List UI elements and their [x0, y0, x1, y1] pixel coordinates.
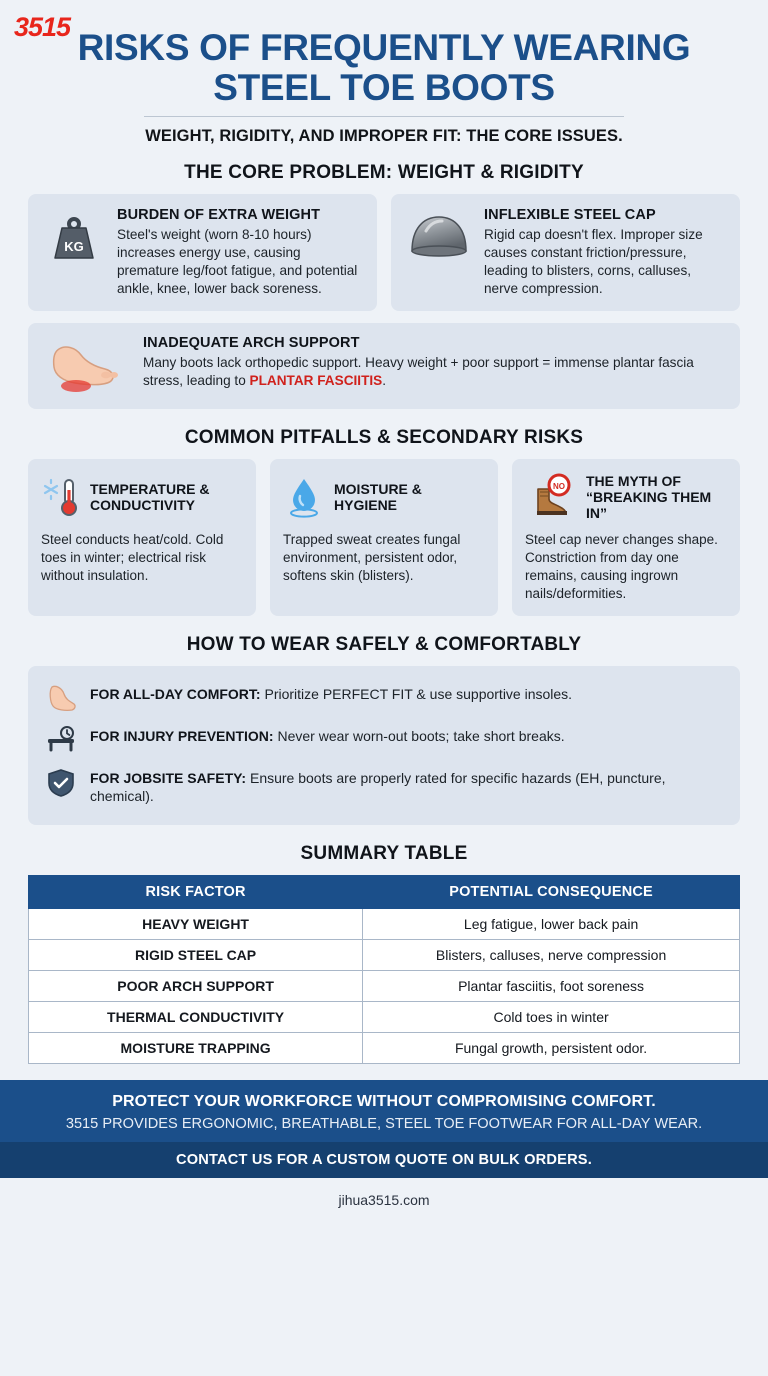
howto-text — [90, 767, 724, 807]
howto-text — [90, 725, 724, 746]
summary-section — [0, 843, 768, 1064]
howto-label: FOR INJURY PREVENTION: — [90, 727, 274, 744]
pcard-title: MOISTURE & HYGIENE — [334, 481, 422, 514]
thermometer-snowflake-icon — [41, 474, 81, 520]
card-title: INFLEXIBLE STEEL CAP — [484, 206, 656, 223]
card-text: Steel's weight (worn 8-10 hours) increases energy use, causing premature leg/foot fatigue, and potential ankle, knee, lower back soreness. — [117, 226, 358, 297]
cell-risk-factor: HEAVY WEIGHT — [29, 909, 363, 940]
card-myth-breaking-them-in — [512, 459, 740, 615]
table-row — [29, 909, 740, 940]
cell-consequence: Blisters, calluses, nerve compression — [363, 940, 740, 971]
card-burden-of-extra-weight — [28, 194, 377, 311]
core-problem-section — [0, 162, 768, 409]
pcard-text: Steel cap never changes shape. Constriction from day one remains, causing ingrown nails/deformities. — [525, 532, 718, 602]
howto-body: Ensure boots are properly rated for specific hazards (EH, puncture, chemical). — [90, 769, 666, 805]
howto-row-injury-prevention — [44, 719, 724, 761]
card-text-before: Many boots lack orthopedic support. Heavy weight + poor support = immense plantar fascia stress, leading to — [143, 355, 694, 389]
card-text — [143, 354, 725, 390]
summary-heading: SUMMARY TABLE — [300, 843, 468, 865]
footer-line-2: 3515 PROVIDES ERGONOMIC, BREATHABLE, STEEL TOE FOOTWEAR FOR ALL-DAY WEAR. — [65, 1116, 703, 1133]
card-text: Rigid cap doesn't flex. Improper size causes constant friction/pressure, leading to blisters, corns, calluses, nerve compression. — [484, 226, 703, 297]
column-header-risk-factor: RISK FACTOR — [29, 876, 363, 909]
howto-text — [90, 683, 724, 704]
shield-check-icon — [44, 767, 78, 799]
cell-consequence: Plantar fasciitis, foot soreness — [363, 971, 740, 1002]
pitfalls-section — [0, 427, 768, 615]
summary-table — [28, 875, 740, 1064]
footer-website-url[interactable]: jihua3515.com — [0, 1178, 768, 1224]
cell-risk-factor: MOISTURE TRAPPING — [29, 1033, 363, 1064]
cell-consequence: Leg fatigue, lower back pain — [363, 909, 740, 940]
pcard-title: THE MYTH OF “BREAKING THEM IN” — [586, 473, 712, 522]
page-subtitle: WEIGHT, RIGIDITY, AND IMPROPER FIT: THE CORE ISSUES. — [145, 126, 623, 145]
water-drop-icon — [283, 474, 325, 520]
foot-icon — [44, 683, 78, 713]
brand-logo: 3515 — [14, 12, 71, 42]
card-text-after: . — [382, 373, 386, 389]
foot-arch-pain-icon — [43, 335, 129, 397]
steel-cap-icon — [406, 207, 472, 265]
pcard-text: Trapped sweat creates fungal environment, persistent odor, softens skin (blisters). — [283, 532, 461, 584]
svg-text:NO: NO — [553, 482, 565, 492]
card-inflexible-steel-cap — [391, 194, 740, 311]
title-divider — [144, 116, 624, 117]
table-row — [29, 1002, 740, 1033]
pitfalls-heading: COMMON PITFALLS & SECONDARY RISKS — [184, 427, 584, 449]
card-moisture-hygiene — [270, 459, 498, 615]
svg-text:KG: KG — [64, 238, 84, 254]
howto-body: Never wear worn-out boots; take short breaks. — [273, 727, 565, 744]
rest-bench-clock-icon — [44, 725, 78, 755]
pcard-title: TEMPERATURE & CONDUCTIVITY — [90, 481, 210, 514]
cell-consequence: Cold toes in winter — [363, 1002, 740, 1033]
table-row — [29, 971, 740, 1002]
howto-section — [0, 634, 768, 826]
table-row — [29, 940, 740, 971]
card-temperature-conductivity — [28, 459, 256, 615]
cell-consequence: Fungal growth, persistent odor. — [363, 1033, 740, 1064]
card-title: INADEQUATE ARCH SUPPORT — [143, 335, 360, 352]
table-row — [29, 1033, 740, 1064]
table-header-row — [29, 876, 740, 909]
howto-list — [28, 666, 740, 826]
weight-kg-icon — [43, 207, 105, 269]
howto-label: FOR JOBSITE SAFETY: — [90, 769, 247, 786]
cell-risk-factor: POOR ARCH SUPPORT — [29, 971, 363, 1002]
column-header-consequence: POTENTIAL CONSEQUENCE — [363, 876, 740, 909]
howto-row-jobsite-safety — [44, 761, 724, 813]
card-title: BURDEN OF EXTRA WEIGHT — [117, 206, 321, 223]
header — [0, 0, 768, 146]
footer-cta — [0, 1080, 768, 1142]
boot-no-entry-icon — [525, 473, 577, 521]
howto-label: FOR ALL-DAY COMFORT: — [90, 685, 261, 702]
howto-heading: HOW TO WEAR SAFELY & COMFORTABLY — [186, 633, 582, 655]
cell-risk-factor: RIGID STEEL CAP — [29, 940, 363, 971]
howto-body: Prioritize PERFECT FIT & use supportive insoles. — [260, 685, 573, 702]
highlight-plantar-fasciitis: PLANTAR FASCIITIS — [249, 373, 383, 389]
card-inadequate-arch-support — [28, 323, 740, 409]
howto-row-comfort — [44, 677, 724, 719]
cell-risk-factor: THERMAL CONDUCTIVITY — [29, 1002, 363, 1033]
pcard-text: Steel conducts heat/cold. Cold toes in winter; electrical risk without insulation. — [41, 532, 224, 584]
footer-line-1: PROTECT YOUR WORKFORCE WITHOUT COMPROMISING COMFORT. — [112, 1093, 656, 1111]
pitfalls-cards — [28, 459, 740, 615]
core-problem-heading: THE CORE PROBLEM: WEIGHT & RIGIDITY — [184, 161, 584, 183]
core-problem-cards — [28, 194, 740, 311]
footer-contact-band: CONTACT US FOR A CUSTOM QUOTE ON BULK ORDERS. — [0, 1142, 768, 1178]
page-title: RISKS OF FREQUENTLY WEARING STEEL TOE BOOTS — [77, 27, 691, 108]
